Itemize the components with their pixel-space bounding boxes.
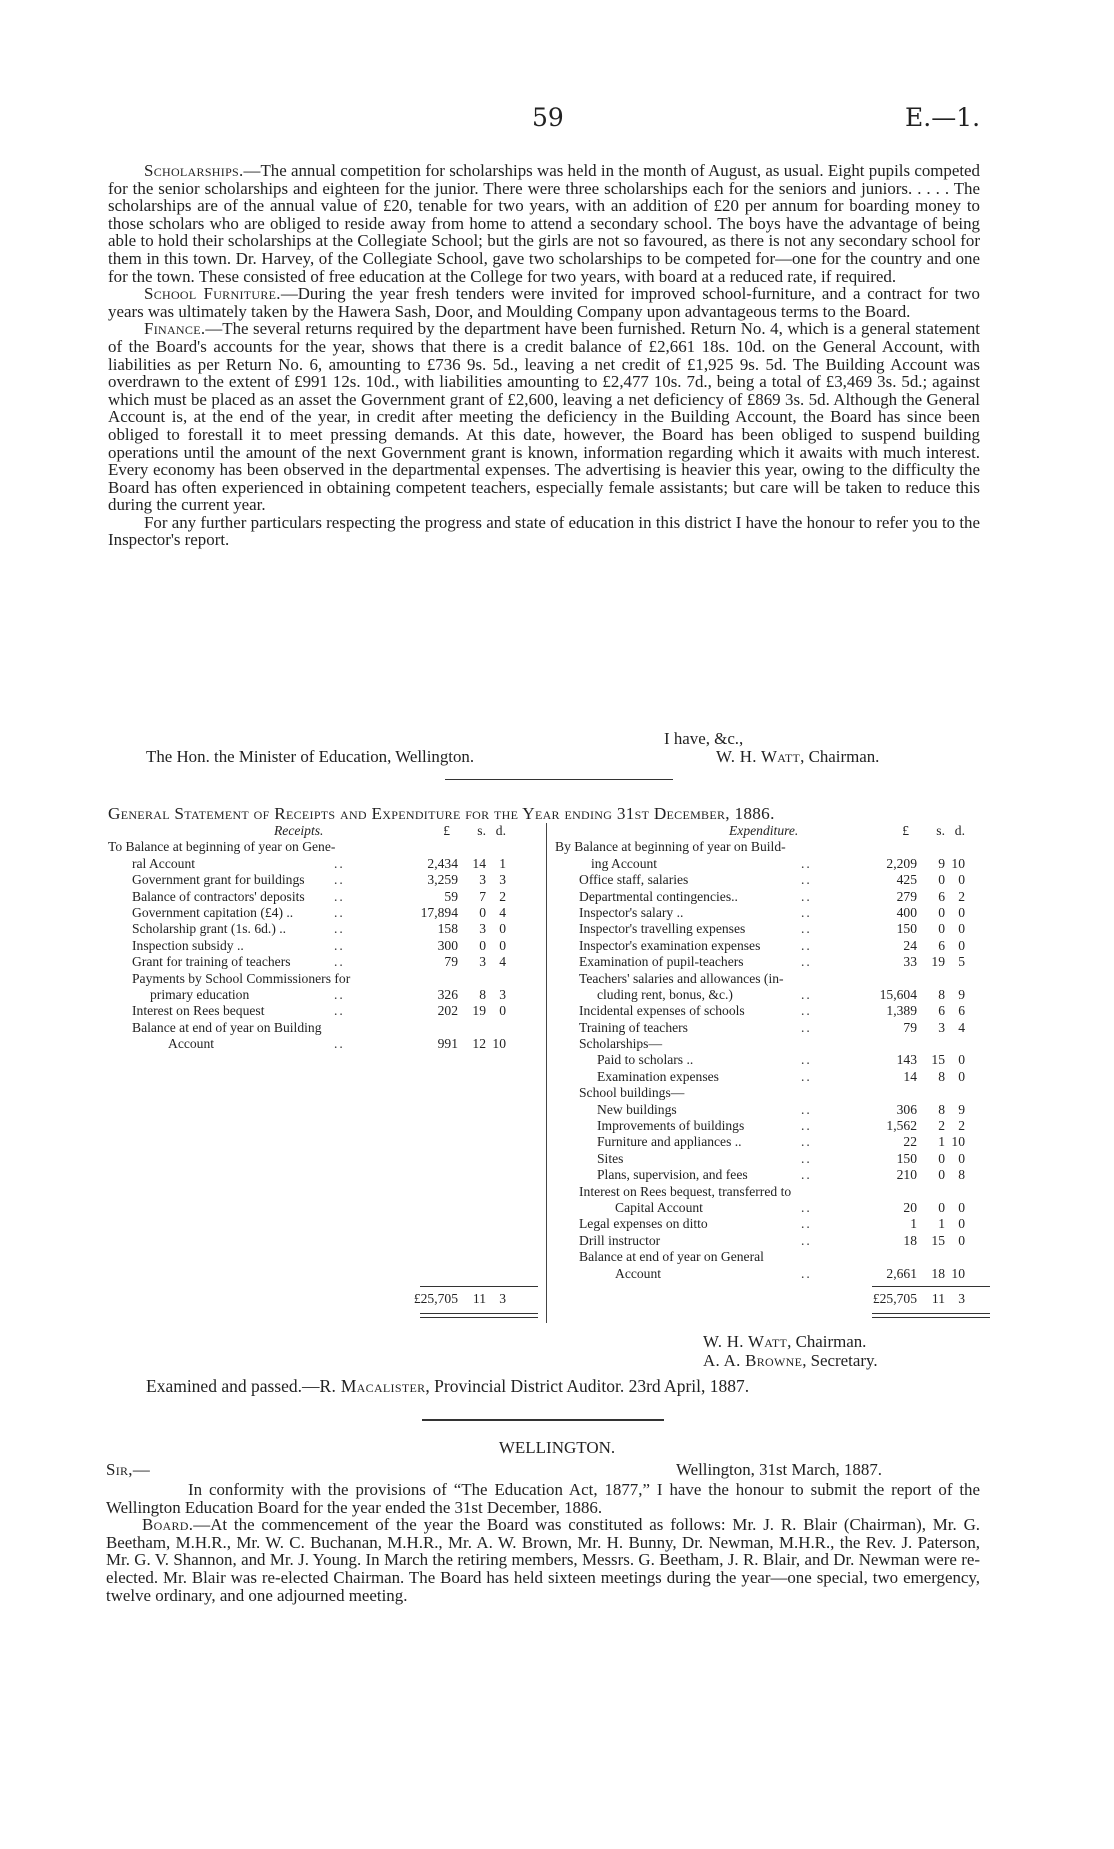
expenditure-label: Interest on Rees bequest, transferred to bbox=[579, 1183, 792, 1199]
receipt-pence: 3 bbox=[499, 872, 506, 888]
expenditure-total-pence: 3 bbox=[958, 1291, 965, 1306]
expenditure-pounds: 279 bbox=[896, 888, 917, 904]
scholarships-heading: Scholarships. bbox=[144, 161, 244, 180]
expenditure-pounds: 2,209 bbox=[886, 855, 917, 871]
expenditure-shillings: 0 bbox=[938, 1167, 945, 1183]
expenditure-pounds: 20 bbox=[903, 1199, 917, 1215]
receipt-shillings: 3 bbox=[479, 954, 486, 970]
receipt-pence: 4 bbox=[499, 954, 506, 970]
expenditure-total-pounds: £25,705 bbox=[872, 1291, 917, 1306]
expenditure-leader-dots: .. bbox=[801, 1216, 812, 1232]
expenditure-pounds: 400 bbox=[896, 904, 917, 920]
expenditure-pounds: 15,604 bbox=[879, 986, 917, 1002]
expenditure-row bbox=[555, 921, 985, 937]
expenditure-label: Account bbox=[615, 1265, 662, 1281]
expenditure-shillings: 3 bbox=[938, 1019, 945, 1035]
expenditure-row bbox=[555, 872, 985, 888]
wellington-heading: WELLINGTON. bbox=[498, 1438, 616, 1457]
expenditure-row bbox=[555, 1216, 985, 1232]
receipt-pence: 1 bbox=[499, 855, 506, 871]
expenditure-pence: 0 bbox=[958, 1150, 965, 1166]
expenditure-row bbox=[555, 987, 985, 1003]
receipt-row bbox=[108, 905, 538, 921]
receipts-heading: Receipts. bbox=[274, 823, 324, 838]
statement-signature-secretary: A. A. Browne, Secretary. bbox=[703, 1351, 878, 1370]
expenditure-label: Plans, supervision, and fees bbox=[597, 1167, 748, 1183]
expenditure-label: Teachers' salaries and allowances (in- bbox=[579, 970, 784, 986]
report-body bbox=[108, 162, 980, 549]
expenditure-pounds: 150 bbox=[896, 921, 917, 937]
expenditure-label: Improvements of buildings bbox=[597, 1118, 745, 1134]
expenditure-pounds: 150 bbox=[896, 1150, 917, 1166]
receipt-leader-dots: .. bbox=[334, 986, 345, 1002]
expenditure-pence: 0 bbox=[958, 904, 965, 920]
expenditure-pounds: 2,661 bbox=[886, 1265, 917, 1281]
expenditure-row bbox=[555, 1249, 985, 1265]
receipt-row bbox=[108, 954, 538, 970]
expenditure-label: Capital Account bbox=[615, 1199, 703, 1215]
receipts-table bbox=[108, 823, 538, 1052]
salutation: Sir,— bbox=[106, 1460, 151, 1479]
receipt-shillings: 3 bbox=[479, 921, 486, 937]
expenditure-label: ing Account bbox=[591, 855, 658, 871]
expenditure-row bbox=[555, 1069, 985, 1085]
expenditure-pence: 9 bbox=[958, 986, 965, 1002]
expenditure-shillings: 2 bbox=[938, 1118, 945, 1134]
expenditure-leader-dots: .. bbox=[801, 904, 812, 920]
expenditure-leader-dots: .. bbox=[801, 1199, 812, 1215]
expenditure-row bbox=[555, 1118, 985, 1134]
receipt-leader-dots: .. bbox=[334, 954, 345, 970]
expenditure-leader-dots: .. bbox=[801, 872, 812, 888]
receipt-label: primary education bbox=[150, 986, 250, 1002]
shillings-unit: s. bbox=[477, 823, 486, 838]
expenditure-pounds: 22 bbox=[903, 1134, 917, 1150]
expenditure-shillings: 0 bbox=[938, 904, 945, 920]
expenditure-shillings: 6 bbox=[938, 888, 945, 904]
expenditure-pence: 0 bbox=[958, 872, 965, 888]
expenditure-leader-dots: .. bbox=[801, 1167, 812, 1183]
wellington-body bbox=[106, 1481, 980, 1604]
expenditure-pence: 4 bbox=[958, 1019, 965, 1035]
receipt-label: Balance of contractors' deposits bbox=[132, 888, 305, 904]
intro-paragraph: In conformity with the provisions of “The Education Act, 1877,” I have the honour to submit the report of the Wellington Education Board for the year ended the 31st December, 1886. bbox=[106, 1480, 980, 1517]
receipt-shillings: 7 bbox=[479, 888, 486, 904]
expenditure-label: Examination of pupil-teachers bbox=[579, 954, 744, 970]
expenditure-label: Examination expenses bbox=[597, 1068, 719, 1084]
receipt-shillings: 19 bbox=[472, 1003, 486, 1019]
expenditure-shillings: 8 bbox=[938, 1101, 945, 1117]
expenditure-shillings: 0 bbox=[938, 921, 945, 937]
receipt-leader-dots: .. bbox=[334, 904, 345, 920]
expenditure-total-shillings: 11 bbox=[931, 1291, 945, 1306]
receipt-label: Balance at end of year on Building bbox=[132, 1019, 322, 1035]
expenditure-table bbox=[555, 823, 985, 1282]
expenditure-pence: 0 bbox=[958, 1216, 965, 1232]
receipts-total-pounds: £25,705 bbox=[413, 1291, 458, 1306]
receipt-pence: 3 bbox=[499, 986, 506, 1002]
statement-signature-chairman: W. H. Watt, Chairman. bbox=[703, 1332, 867, 1351]
expenditure-pounds: 24 bbox=[903, 937, 917, 953]
receipt-row bbox=[108, 971, 538, 987]
receipt-pounds: 991 bbox=[437, 1036, 458, 1052]
expenditure-row bbox=[555, 1085, 985, 1101]
expenditure-label: Scholarships— bbox=[579, 1036, 663, 1052]
receipt-row bbox=[108, 987, 538, 1003]
expenditure-pence: 0 bbox=[958, 1199, 965, 1215]
expenditure-row bbox=[555, 971, 985, 987]
signature-chairman: W. H. Watt, Chairman. bbox=[716, 747, 880, 766]
receipt-leader-dots: .. bbox=[334, 937, 345, 953]
receipt-row bbox=[108, 872, 538, 888]
expenditure-pence: 10 bbox=[951, 1134, 965, 1150]
receipt-label: Interest on Rees bequest bbox=[132, 1003, 265, 1019]
receipts-header-row bbox=[108, 823, 538, 839]
pounds-unit: £ bbox=[443, 823, 450, 838]
expenditure-label: Training of teachers bbox=[579, 1019, 688, 1035]
receipt-leader-dots: .. bbox=[334, 888, 345, 904]
receipt-leader-dots: .. bbox=[334, 872, 345, 888]
expenditure-pence: 0 bbox=[958, 1052, 965, 1068]
expenditure-shillings: 15 bbox=[931, 1052, 945, 1068]
receipt-pence: 2 bbox=[499, 888, 506, 904]
expenditure-leader-dots: .. bbox=[801, 921, 812, 937]
receipt-shillings: 0 bbox=[479, 904, 486, 920]
column-divider bbox=[546, 823, 547, 1323]
expenditure-shillings: 19 bbox=[931, 954, 945, 970]
receipt-leader-dots: .. bbox=[334, 1036, 345, 1052]
i-have-line: I have, &c., bbox=[664, 729, 744, 748]
expenditure-pence: 0 bbox=[958, 921, 965, 937]
expenditure-row bbox=[555, 905, 985, 921]
receipt-pounds: 202 bbox=[437, 1003, 458, 1019]
expenditure-pence: 10 bbox=[951, 855, 965, 871]
addressee: The Hon. the Minister of Education, Wellington. bbox=[146, 747, 475, 766]
further-paragraph: For any further particulars respecting the progress and state of education in this district I have the honour to refer you to the Inspector's report. bbox=[108, 512, 980, 550]
expenditure-leader-dots: .. bbox=[801, 1150, 812, 1166]
expenditure-row bbox=[555, 954, 985, 970]
page-number: 59 bbox=[532, 103, 564, 132]
receipt-leader-dots: .. bbox=[334, 1003, 345, 1019]
expenditure-shillings: 1 bbox=[938, 1216, 945, 1232]
expenditure-pence: 5 bbox=[958, 954, 965, 970]
receipt-row bbox=[108, 1020, 538, 1036]
receipt-row bbox=[108, 1036, 538, 1052]
expenditure-label: Incidental expenses of schools bbox=[579, 1003, 745, 1019]
expenditure-shillings: 9 bbox=[938, 855, 945, 871]
expenditure-row bbox=[555, 1052, 985, 1068]
expenditure-leader-dots: .. bbox=[801, 1232, 812, 1248]
receipt-pounds: 79 bbox=[444, 954, 458, 970]
expenditure-leader-dots: .. bbox=[801, 954, 812, 970]
expenditure-pence: 0 bbox=[958, 1232, 965, 1248]
expenditure-pounds: 306 bbox=[896, 1101, 917, 1117]
expenditure-row bbox=[555, 889, 985, 905]
furniture-heading: School Furniture. bbox=[144, 284, 281, 304]
expenditure-leader-dots: .. bbox=[801, 1068, 812, 1084]
document-code: E.—1. bbox=[905, 103, 981, 132]
expenditure-pence: 0 bbox=[958, 937, 965, 953]
audit-line: Examined and passed.—R. Macalister, Provincial District Auditor. 23rd April, 1887. bbox=[146, 1376, 750, 1396]
receipts-total-pence: 3 bbox=[499, 1291, 506, 1306]
statement-title: General Statement of Receipts and Expenditure for the Year ending 31st December, 1886. bbox=[108, 804, 775, 823]
expenditure-row bbox=[555, 1036, 985, 1052]
expenditure-row bbox=[555, 1266, 985, 1282]
receipt-row bbox=[108, 1003, 538, 1019]
expenditure-pounds: 143 bbox=[896, 1052, 917, 1068]
expenditure-leader-dots: .. bbox=[801, 1101, 812, 1117]
receipt-pounds: 158 bbox=[437, 921, 458, 937]
receipt-label: Account bbox=[168, 1036, 215, 1052]
expenditure-label: New buildings bbox=[597, 1101, 677, 1117]
expenditure-label: Office staff, salaries bbox=[579, 872, 689, 888]
receipt-label: Scholarship grant (1s. 6d.) .. bbox=[132, 921, 287, 937]
receipt-pounds: 59 bbox=[444, 888, 458, 904]
expenditure-shillings: 18 bbox=[931, 1265, 945, 1281]
expenditure-total-row bbox=[555, 1291, 985, 1307]
expenditure-shillings: 15 bbox=[931, 1232, 945, 1248]
expenditure-pence: 0 bbox=[958, 1068, 965, 1084]
expenditure-row bbox=[555, 839, 985, 855]
receipt-shillings: 12 bbox=[472, 1036, 486, 1052]
expenditure-leader-dots: .. bbox=[801, 1019, 812, 1035]
shillings-unit: s. bbox=[936, 823, 945, 838]
receipt-pence: 0 bbox=[499, 1003, 506, 1019]
expenditure-label: Balance at end of year on General bbox=[579, 1249, 764, 1265]
expenditure-pounds: 425 bbox=[896, 872, 917, 888]
total-rule-receipts bbox=[420, 1286, 538, 1287]
receipt-label: Inspection subsidy .. bbox=[132, 937, 244, 953]
furniture-paragraph: School Furniture.—During the year fresh tenders were invited for improved school-furniture, and a contract for two years was ultimately taken by the Hawera Sash, Door, and Moulding Company upon advantageous terms to the Board. bbox=[108, 284, 981, 321]
receipt-pence: 4 bbox=[499, 904, 506, 920]
expenditure-leader-dots: .. bbox=[801, 1118, 812, 1134]
receipt-label: Government capitation (£4) .. bbox=[132, 904, 294, 920]
expenditure-row bbox=[555, 856, 985, 872]
expenditure-header-row bbox=[555, 823, 985, 839]
receipt-row bbox=[108, 938, 538, 954]
expenditure-shillings: 0 bbox=[938, 1199, 945, 1215]
expenditure-label: School buildings— bbox=[579, 1085, 685, 1101]
receipt-leader-dots: .. bbox=[334, 921, 345, 937]
expenditure-pence: 2 bbox=[958, 888, 965, 904]
expenditure-label: By Balance at beginning of year on Build- bbox=[555, 839, 786, 855]
expenditure-leader-dots: .. bbox=[801, 1265, 812, 1281]
receipt-pounds: 326 bbox=[437, 986, 458, 1002]
receipt-shillings: 3 bbox=[479, 872, 486, 888]
receipt-shillings: 0 bbox=[479, 937, 486, 953]
expenditure-leader-dots: .. bbox=[801, 937, 812, 953]
receipt-row bbox=[108, 889, 538, 905]
expenditure-pence: 10 bbox=[951, 1265, 965, 1281]
expenditure-row bbox=[555, 1020, 985, 1036]
total-rule-expenditure bbox=[872, 1286, 990, 1287]
expenditure-label: Inspector's travelling expenses bbox=[579, 921, 746, 937]
pounds-unit: £ bbox=[902, 823, 909, 838]
expenditure-shillings: 6 bbox=[938, 937, 945, 953]
expenditure-label: Drill instructor bbox=[579, 1232, 661, 1248]
pence-unit: d. bbox=[954, 823, 965, 838]
finance-heading: Finance. bbox=[144, 319, 206, 339]
receipt-pence: 0 bbox=[499, 921, 506, 937]
expenditure-pounds: 1,562 bbox=[886, 1118, 917, 1134]
expenditure-leader-dots: .. bbox=[801, 855, 812, 871]
expenditure-pounds: 79 bbox=[903, 1019, 917, 1035]
expenditure-pence: 2 bbox=[958, 1118, 965, 1134]
expenditure-row bbox=[555, 1102, 985, 1118]
receipt-row bbox=[108, 839, 538, 855]
expenditure-shillings: 6 bbox=[938, 1003, 945, 1019]
expenditure-row bbox=[555, 1134, 985, 1150]
section-rule bbox=[422, 1419, 664, 1421]
expenditure-label: Inspector's examination expenses bbox=[579, 937, 761, 953]
receipt-leader-dots: .. bbox=[334, 855, 345, 871]
expenditure-pounds: 210 bbox=[896, 1167, 917, 1183]
receipt-row bbox=[108, 921, 538, 937]
expenditure-shillings: 0 bbox=[938, 1150, 945, 1166]
double-rule-expenditure bbox=[872, 1313, 990, 1318]
receipt-pounds: 2,434 bbox=[427, 855, 458, 871]
receipt-shillings: 14 bbox=[472, 855, 486, 871]
expenditure-label: cluding rent, bonus, &c.) bbox=[597, 986, 733, 1002]
receipt-label: Grant for training of teachers bbox=[132, 954, 291, 970]
receipt-label: To Balance at beginning of year on Gene- bbox=[108, 839, 336, 855]
expenditure-row bbox=[555, 938, 985, 954]
expenditure-shillings: 1 bbox=[938, 1134, 945, 1150]
receipt-pounds: 17,894 bbox=[420, 904, 458, 920]
expenditure-pounds: 14 bbox=[903, 1068, 917, 1084]
receipts-total-shillings: 11 bbox=[472, 1291, 486, 1306]
receipt-label: Government grant for buildings bbox=[132, 872, 305, 888]
expenditure-leader-dots: .. bbox=[801, 1134, 812, 1150]
expenditure-shillings: 8 bbox=[938, 986, 945, 1002]
expenditure-leader-dots: .. bbox=[801, 1003, 812, 1019]
receipt-pounds: 300 bbox=[437, 937, 458, 953]
scholarships-paragraph: Scholarships.—The annual competition for scholarships was held in the month of August, as usual. Eight pupils competed for the senior scholarships and eighteen for the junior. There were three scholarships each for the seniors and juniors. . . . . The scholarships are of the annual value of £20, tenable for two years, with an addition of £20 per annum for boarding money to those scholars who are obliged to reside away from home to attend a secondary school. The boys have the advantage of being able to hold their scholarships at the Collegiate School; but the girls are not so favoured, as there is not any secondary school for them in this town. Dr. Harvey, of the Collegiate School, gave two scholarships to be competed for—one for the country and one for the town. These consisted of free education at the College for two years, with board at a reduced rate, if required. bbox=[108, 161, 980, 286]
receipt-label: ral Account bbox=[132, 855, 196, 871]
expenditure-pounds: 1,389 bbox=[886, 1003, 917, 1019]
receipt-label: Payments by School Commissioners for bbox=[132, 970, 351, 986]
expenditure-row bbox=[555, 1233, 985, 1249]
expenditure-label: Sites bbox=[597, 1150, 624, 1166]
expenditure-pence: 9 bbox=[958, 1101, 965, 1117]
expenditure-pounds: 18 bbox=[903, 1232, 917, 1248]
expenditure-row bbox=[555, 1200, 985, 1216]
expenditure-label: Departmental contingencies.. bbox=[579, 888, 738, 904]
letter-date: Wellington, 31st March, 1887. bbox=[676, 1460, 882, 1479]
pence-unit: d. bbox=[495, 823, 506, 838]
expenditure-label: Inspector's salary .. bbox=[579, 904, 684, 920]
expenditure-pence: 6 bbox=[958, 1003, 965, 1019]
expenditure-leader-dots: .. bbox=[801, 888, 812, 904]
finance-paragraph: Finance.—The several returns required by the department have been furnished. Return No. 4, which is a general statement of the Board's accounts for the year, shows that there is a credit balance of £2,661 18s. 10d. on the General Account, with liabilities as per Return No. 6, amounting to £736 9s. 5d., leaving a net credit of £1,925 9s. 5d. The Building Account was overdrawn to the extent of £991 12s. 10d., with liabilities amounting to £2,477 10s. 7d., being a total of £3,469 3s. 5d.; against which must be placed as an asset the Government grant of £2,600, leaving a net deficiency of £869 3s. 5d. Although the General Account is, at the end of the year, in credit after meeting the deficiency in the Building Account, the Board has since been obliged to forestall it to meet pressing demands. At this date, however, the Board has been obliged to suspend building operations until the amount of the next Government grant is known, information regarding which it awaits with much interest. Every economy has been observed in the departmental expenses. The advertising is heavier this year, owing to the difficulty the Board has often experienced in obtaining competent teachers, especially female assistants; but care will be taken to reduce this during the current year. bbox=[108, 319, 980, 515]
expenditure-pounds: 33 bbox=[903, 954, 917, 970]
receipt-row bbox=[108, 856, 538, 872]
divider-rule bbox=[445, 779, 673, 780]
expenditure-leader-dots: .. bbox=[801, 986, 812, 1002]
receipt-pounds: 3,259 bbox=[427, 872, 458, 888]
receipt-pence: 0 bbox=[499, 937, 506, 953]
expenditure-row bbox=[555, 1167, 985, 1183]
expenditure-heading: Expenditure. bbox=[729, 823, 799, 838]
expenditure-row bbox=[555, 1151, 985, 1167]
expenditure-label: Furniture and appliances .. bbox=[597, 1134, 742, 1150]
double-rule-receipts bbox=[420, 1313, 538, 1318]
expenditure-shillings: 8 bbox=[938, 1068, 945, 1084]
expenditure-pence: 8 bbox=[958, 1167, 965, 1183]
receipts-total-row bbox=[108, 1291, 538, 1307]
board-heading: Board. bbox=[142, 1515, 194, 1535]
expenditure-label: Paid to scholars .. bbox=[597, 1052, 694, 1068]
board-paragraph: Board.—At the commencement of the year the Board was constituted as follows: Mr. J. R. Blair (Chairman), Mr. G. Beetham, M.H.R., Mr. W. C. Buchanan, M.H.R., Mr. A. W. Brown, Mr. H. Bunny, Dr. Newman, M.H.R., the Rev. J. Paterson, Mr. G. V. Shannon, and Mr. J. Young. In March the retiring members, Messrs. G. Beetham, J. R. Blair, and Dr. Newman were re-elected. Mr. Blair was re-elected Chairman. The Board has held sixteen meetings during the year—one special, two emergency, twelve ordinary, and one adjourned meeting. bbox=[106, 1515, 980, 1605]
expenditure-label: Legal expenses on ditto bbox=[579, 1216, 708, 1232]
expenditure-row bbox=[555, 1184, 985, 1200]
receipt-pence: 10 bbox=[492, 1036, 506, 1052]
expenditure-row bbox=[555, 1003, 985, 1019]
expenditure-pounds: 1 bbox=[910, 1216, 917, 1232]
receipt-shillings: 8 bbox=[479, 986, 486, 1002]
expenditure-shillings: 0 bbox=[938, 872, 945, 888]
expenditure-leader-dots: .. bbox=[801, 1052, 812, 1068]
